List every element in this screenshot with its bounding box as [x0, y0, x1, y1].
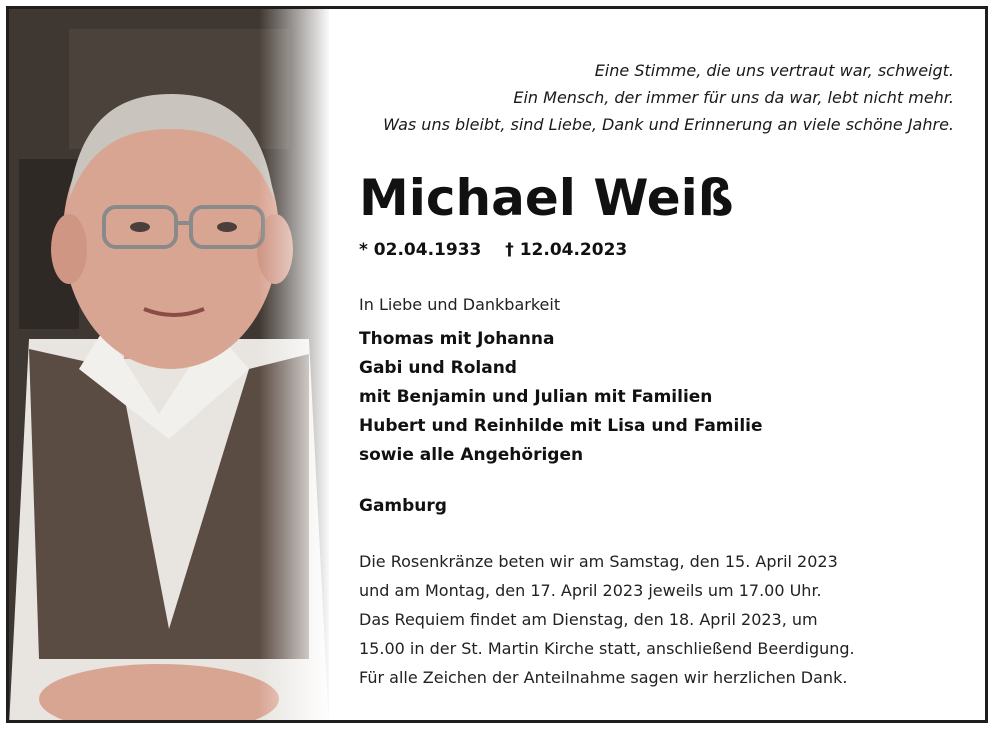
obituary-text	[339, 9, 954, 720]
death-date: † 12.04.2023	[505, 240, 628, 260]
obituary-frame	[6, 6, 988, 723]
notice-line: und am Montag, den 17. April 2023 jeweils um 17.00 Uhr.	[359, 581, 822, 600]
mourners-list	[359, 325, 763, 470]
poem-line: Was uns bleibt, sind Liebe, Dank und Erinnerung an viele schöne Jahre.	[383, 115, 954, 134]
poem	[383, 57, 954, 138]
photo-fade	[259, 9, 329, 723]
mourner-line: Thomas mit Johanna	[359, 329, 555, 349]
notice-line: Das Requiem findet am Dienstag, den 18. April 2023, um	[359, 610, 818, 629]
mourner-line: sowie alle Angehörigen	[359, 445, 584, 465]
portrait-photo	[9, 9, 329, 723]
mourner-line: Gabi und Roland	[359, 358, 517, 378]
mourner-line: Hubert und Reinhilde mit Lisa und Familie	[359, 416, 763, 436]
place: Gamburg	[359, 496, 447, 516]
birth-date: * 02.04.1933	[359, 240, 482, 260]
service-notice	[359, 547, 855, 692]
intro-text: In Liebe und Dankbarkeit	[359, 295, 561, 314]
deceased-name: Michael Weiß	[359, 169, 734, 227]
mourner-line: mit Benjamin und Julian mit Familien	[359, 387, 713, 407]
notice-line: Für alle Zeichen der Anteilnahme sagen wir herzlichen Dank.	[359, 668, 848, 687]
poem-line: Eine Stimme, die uns vertraut war, schweigt.	[594, 61, 954, 80]
notice-line: Die Rosenkränze beten wir am Samstag, den 15. April 2023	[359, 552, 838, 571]
poem-line: Ein Mensch, der immer für uns da war, lebt nicht mehr.	[513, 88, 954, 107]
notice-line: 15.00 in der St. Martin Kirche statt, anschließend Beerdigung.	[359, 639, 855, 658]
life-dates	[359, 240, 645, 260]
